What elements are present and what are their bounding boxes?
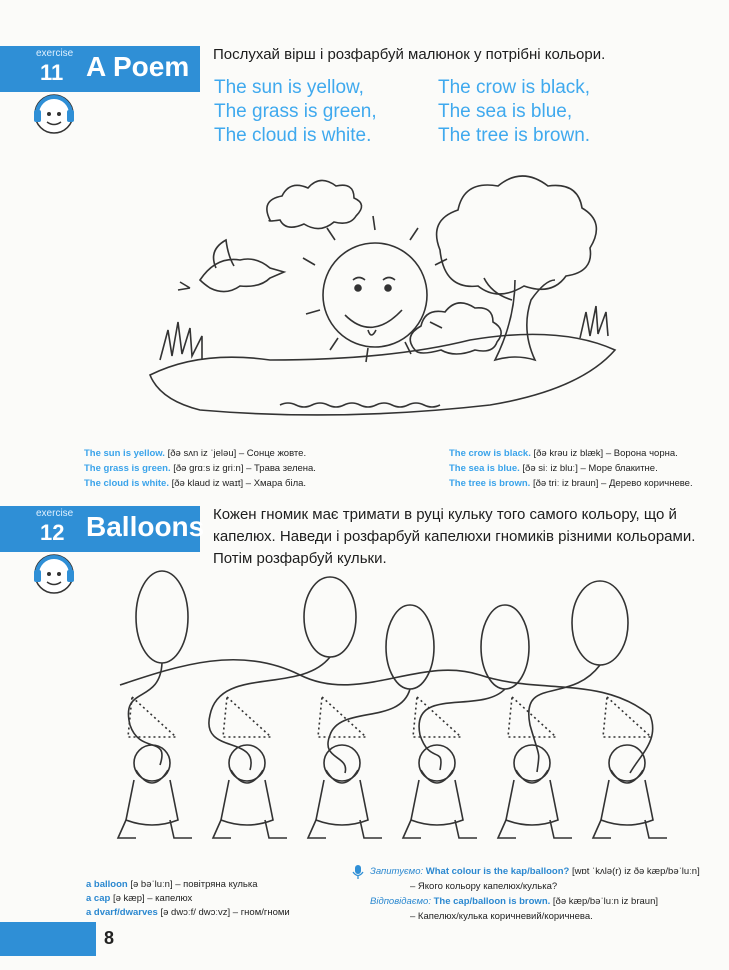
translation-line: The crow is black. [ðə krəu iz blæk] – Ворона чорна. bbox=[449, 448, 678, 459]
instruction-line: капелюх. Наведи і розфарбуй капелюхи гномиків різними кольорами. bbox=[213, 528, 696, 545]
translation-line: The sea is blue. [ðə siː iz bluː] – Море блакитне. bbox=[449, 463, 658, 474]
page-number: 8 bbox=[104, 928, 115, 948]
vocab-item: a dvarf/dwarves [ə dwɔːf/ dwɔːvz] – гном/гноми bbox=[86, 907, 290, 918]
poem-line: The tree is brown. bbox=[438, 125, 591, 146]
exercise-label: exercise bbox=[36, 48, 74, 59]
exercise-12-instruction bbox=[213, 504, 695, 570]
exercise-title: A Poem bbox=[86, 51, 190, 82]
poem-illustration bbox=[140, 160, 640, 422]
poem-left bbox=[214, 76, 377, 148]
translation-line: The grass is green. [ðə grɑːs iz griːn] – Трава зелена. bbox=[84, 463, 316, 474]
translations-right bbox=[449, 446, 693, 491]
exercise-label: exercise bbox=[36, 508, 74, 519]
exercise-11-instruction: Послухай вірш і розфарбуй малюнок у потрібні кольори. bbox=[213, 46, 606, 63]
instruction-line: Кожен гномик має тримати в руці кульку того самого кольору, що й bbox=[213, 506, 677, 523]
poem-line: The grass is green, bbox=[214, 101, 377, 122]
dialog-question: Запитуємо: What colour is the kap/balloon? [wɒt ˈkʌlə(r) iz ðə kæp/bəˈluːn] bbox=[370, 866, 700, 877]
exercise-12-banner bbox=[0, 506, 205, 552]
translation-line: The sun is yellow. [ðə sʌn iz ˈjeləu] – Сонце жовте. bbox=[84, 448, 307, 459]
exercise-title: Balloons bbox=[86, 511, 205, 542]
vocab-item: a cap [ə kæp] – капелюх bbox=[86, 893, 193, 904]
balloons-illustration bbox=[100, 565, 700, 855]
exercise-11-banner bbox=[0, 46, 200, 92]
page-number-bar bbox=[0, 922, 96, 956]
translations-left bbox=[84, 446, 316, 491]
listen-mascot-icon bbox=[32, 92, 76, 136]
dialog-question-ua: – Якого кольору капелюх/кулька? bbox=[410, 881, 558, 892]
poem-line: The crow is black, bbox=[438, 77, 591, 98]
dialog-answer: Відповідаємо: The cap/balloon is brown. [ðə kæp/bəˈluːn iz braun] bbox=[370, 896, 658, 907]
poem-line: The cloud is white. bbox=[214, 125, 372, 146]
translation-line: The tree is brown. [ðə triː iz braun] – Дерево коричневе. bbox=[449, 478, 693, 489]
instruction-line: Потім розфарбуй кульки. bbox=[213, 550, 387, 567]
poem-line: The sea is blue, bbox=[438, 101, 573, 122]
vocab-item: a balloon [ə bəˈluːn] – повітряна кулька bbox=[86, 879, 258, 890]
translation-line: The cloud is white. [ðə klaud iz waɪt] – Хмара біла. bbox=[84, 478, 307, 489]
dialog-answer-ua: – Капелюх/кулька коричневий/коричнева. bbox=[410, 911, 593, 922]
exercise-number: 11 bbox=[40, 60, 64, 85]
dialog-block bbox=[370, 864, 700, 924]
poem-line: The sun is yellow, bbox=[214, 77, 364, 98]
vocabulary-list bbox=[86, 878, 290, 920]
exercise-number: 12 bbox=[40, 520, 65, 545]
poem-right bbox=[438, 76, 590, 148]
microphone-icon bbox=[352, 864, 364, 880]
listen-mascot-icon bbox=[32, 552, 76, 596]
